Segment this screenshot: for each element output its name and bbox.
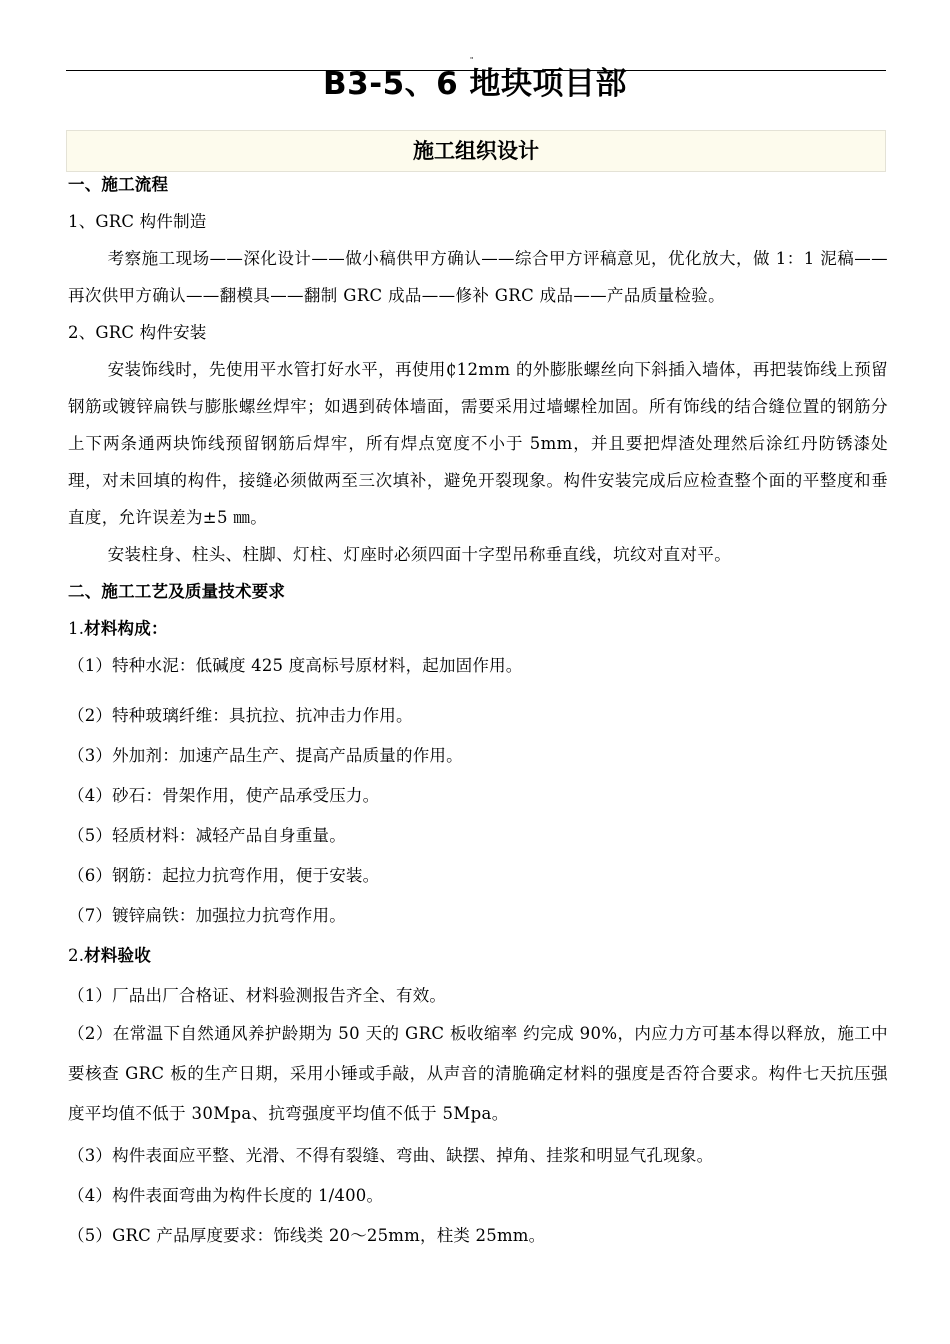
acceptance-item-5: （5）GRC 产品厚度要求：饰线类 20～25mm，柱类 25mm。 — [68, 1226, 546, 1245]
acceptance-item-2: （2）在常温下自然通风养护龄期为 50 天的 GRC 板收缩率 约完成 90%，内应力方可基本得以释放，施工中要核查 GRC 板的生产日期，采用小锤或手敲，从声音的清脆确定材料的强度是否符合要求。构件七天抗压强度平均值不低于 30Mpa、抗弯强度平均值不低于 5Mpa。 — [68, 1024, 888, 1123]
subsection-2-text-2: 安装柱身、柱头、柱脚、灯柱、灯座时必须四面十字型吊称垂直线，坑纹对直对平。 — [107, 545, 732, 564]
materials-item-4: （4）砂石：骨架作用，使产品承受压力。 — [68, 786, 380, 805]
acceptance-item-1: （1）厂品出厂合格证、材料验测报告齐全、有效。 — [68, 986, 447, 1005]
materials-item-3: （3）外加剂：加速产品生产、提高产品质量的作用。 — [68, 746, 463, 765]
section-2-heading: 二、施工工艺及质量技术要求 — [68, 582, 286, 601]
header-mark: " — [470, 56, 474, 64]
materials-item-7: （7）镀锌扁铁：加强拉力抗弯作用。 — [68, 906, 346, 925]
acceptance-item-4: （4）构件表面弯曲为构件长度的 1/400。 — [68, 1186, 384, 1205]
document-title: B3-5、6 地块项目部 — [323, 66, 627, 102]
section-1-heading: 一、施工流程 — [68, 175, 169, 194]
materials-item-1: （1）特种水泥：低碱度 425 度高标号原材料，起加固作用。 — [68, 656, 523, 675]
subsection-1-text: 考察施工现场——深化设计——做小稿供甲方确认——综合甲方评稿意见，优化放大，做 1：1 泥稿——再次供甲方确认——翻模具——翻制 GRC 成品——修补 GRC 成品——产品质量检验。 — [68, 249, 888, 305]
materials-item-6: （6）钢筋：起拉力抗弯作用，便于安装。 — [68, 866, 380, 885]
materials-heading-number: 1. — [68, 619, 85, 638]
document-subtitle: 施工组织设计 — [66, 130, 886, 172]
acceptance-heading — [68, 937, 888, 974]
subsection-2-text-1: 安装饰线时，先使用平水管打好水平，再使用₵12mm 的外膨胀螺丝向下斜插入墙体，再把装饰线上预留钢筋或镀锌扁铁与膨胀螺丝焊牢；如遇到砖体墙面，需要采用过墙螺栓加固。所有饰线的结合缝位置的钢筋分上下两条通两块饰线预留钢筋后焊牢，所有焊点宽度不小于 5mm，并且要把焊渣处理然后涂红丹防锈漆处理，对未回填的构件，接缝必须做两至三次填补，避免开裂现象。构件安装完成后应检查整个面的平整度和垂直度，允许误差为±5 ㎜。 — [68, 360, 888, 527]
materials-heading — [68, 610, 888, 647]
materials-item-2: （2）特种玻璃纤维：具抗拉、抗冲击力作用。 — [68, 706, 413, 725]
acceptance-item-3: （3）构件表面应平整、光滑、不得有裂缝、弯曲、缺摆、掉角、挂浆和明显气孔现象。 — [68, 1146, 714, 1165]
document-body — [68, 166, 888, 1254]
subsection-2-heading: 2、GRC 构件安装 — [68, 323, 207, 342]
acceptance-heading-number: 2. — [68, 946, 85, 965]
acceptance-heading-text: 材料验收 — [84, 946, 151, 965]
subsection-1-heading: 1、GRC 构件制造 — [68, 212, 207, 231]
materials-item-5: （5）轻质材料：减轻产品自身重量。 — [68, 826, 346, 845]
materials-heading-text: 材料构成： — [84, 619, 168, 638]
